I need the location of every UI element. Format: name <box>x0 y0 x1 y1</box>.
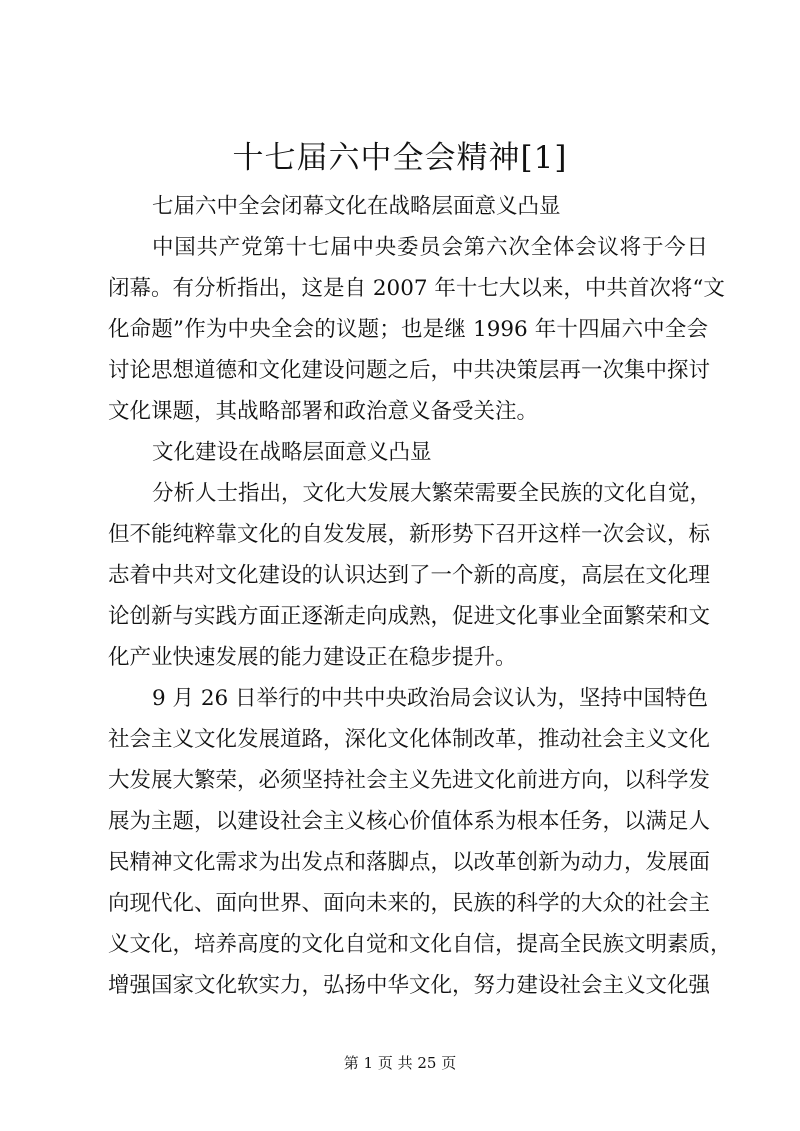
paragraph-line: 大发展大繁荣，必须坚持社会主义先进文化前进方向，以科学发 <box>108 768 711 793</box>
document-title: 十七届六中全会精神[1] <box>232 140 568 176</box>
paragraph-line: 化命题”作为中央全会的议题；也是继 1996 年十四届六中全会 <box>108 317 708 342</box>
paragraph-line: 展为主题，以建设社会主义核心价值体系为根本任务，以满足人 <box>108 809 711 834</box>
page-number-footer: 第 1 页 共 25 页 <box>343 1054 457 1072</box>
paragraph-line: 9 月 26 日举行的中共中央政治局会议认为，坚持中国特色 <box>152 686 709 711</box>
paragraph-line: 分析人士指出，文化大发展大繁荣需要全民族的文化自觉， <box>152 481 712 506</box>
paragraph-line: 志着中共对文化建设的认识达到了一个新的高度，高层在文化理 <box>108 563 711 588</box>
paragraph-line: 中国共产党第十七届中央委员会第六次全体会议将于今日 <box>152 235 708 260</box>
paragraph-line: 增强国家文化软实力，弘扬中华文化，努力建设社会主义文化强 <box>108 973 711 998</box>
paragraph-line: 向现代化、面向世界、面向未来的，民族的科学的大众的社会主 <box>108 891 711 916</box>
paragraph-line: 文化建设在战略层面意义凸显 <box>152 440 432 465</box>
paragraph-line: 闭幕。有分析指出，这是自 2007 年十七大以来，中共首次将“文 <box>108 276 725 301</box>
paragraph-line: 七届六中全会闭幕文化在战略层面意义凸显 <box>152 194 561 219</box>
paragraph-line: 民精神文化需求为出发点和落脚点，以改革创新为动力，发展面 <box>108 850 711 875</box>
paragraph-line: 社会主义文化发展道路，深化文化体制改革，推动社会主义文化 <box>108 727 711 752</box>
paragraph-line: 但不能纯粹靠文化的自发发展，新形势下召开这样一次会议，标 <box>108 522 711 547</box>
paragraph-line: 义文化，培养高度的文化自觉和文化自信，提高全民族文明素质， <box>108 932 732 957</box>
paragraph-line: 讨论思想道德和文化建设问题之后，中共决策层再一次集中探讨 <box>108 358 711 383</box>
paragraph-line: 化产业快速发展的能力建设正在稳步提升。 <box>108 645 517 670</box>
paragraph-line: 文化课题，其战略部署和政治意义备受关注。 <box>108 399 539 424</box>
paragraph-line: 论创新与实践方面正逐渐走向成熟，促进文化事业全面繁荣和文 <box>108 604 711 629</box>
document-body <box>108 186 732 1006</box>
